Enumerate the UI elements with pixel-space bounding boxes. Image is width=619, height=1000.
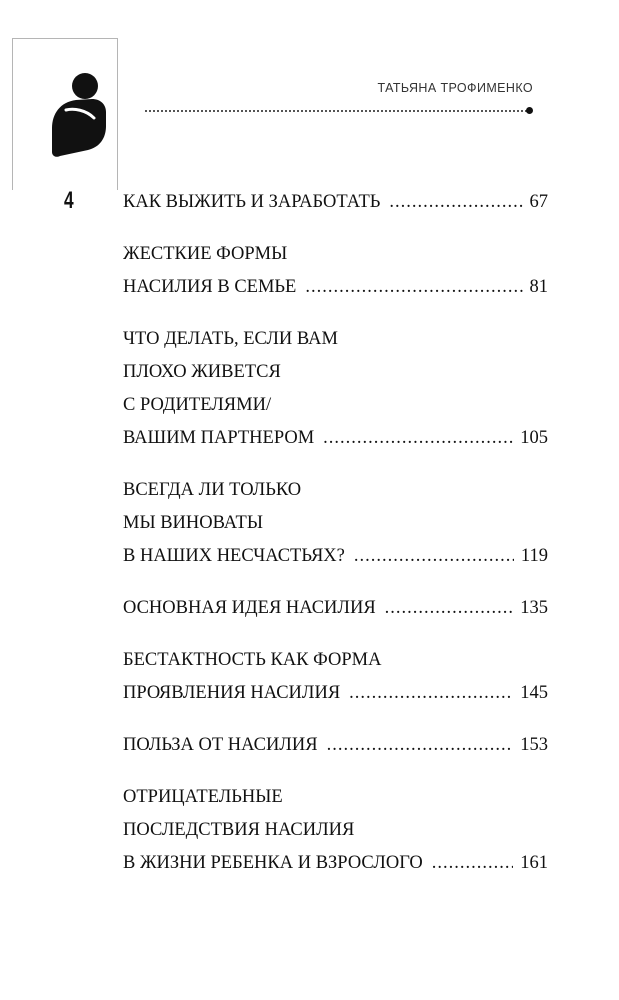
toc-page-number: 161 xyxy=(520,853,548,873)
toc-entry-title-line: БЕСТАКТНОСТЬ КАК ФОРМА xyxy=(123,650,382,670)
header-end-dot xyxy=(526,107,533,114)
sitting-person-icon xyxy=(46,72,110,160)
toc-entry-title-line: ПЛОХО ЖИВЕТСЯ xyxy=(123,362,281,382)
dot-leader xyxy=(385,592,514,625)
toc-page-number: 119 xyxy=(520,546,548,566)
toc-page-number: 145 xyxy=(520,683,548,703)
toc-entry-last-line xyxy=(123,677,548,710)
dot-leader xyxy=(354,540,514,573)
toc-entry-title-line: ВАШИМ ПАРТНЕРОМ xyxy=(123,428,315,448)
dot-leader xyxy=(349,677,513,710)
toc-page-number: 153 xyxy=(520,735,548,755)
toc-entry-last-line xyxy=(123,592,548,625)
toc-entry-title-line: ПОЛЬЗА ОТ НАСИЛИЯ xyxy=(123,735,318,755)
toc-entry-last-line xyxy=(123,186,548,219)
toc-entry-title-line: МЫ ВИНОВАТЫ xyxy=(123,513,263,533)
toc-entry-title-line: С РОДИТЕЛЯМИ/ xyxy=(123,395,272,415)
toc-entry-title-line: ОСНОВНАЯ ИДЕЯ НАСИЛИЯ xyxy=(123,598,376,618)
toc-entry-last-line xyxy=(123,540,548,573)
toc-entry-title-line: НАСИЛИЯ В СЕМЬЕ xyxy=(123,277,297,297)
toc-entry xyxy=(123,729,548,762)
toc-entry-title-line: КАК ВЫЖИТЬ И ЗАРАБОТАТЬ xyxy=(123,192,381,212)
toc-entry-title-line: ЖЕСТКИЕ ФОРМЫ xyxy=(123,244,288,264)
toc-page-number: 135 xyxy=(520,598,548,618)
toc-entry-title-line: ОТРИЦАТЕЛЬНЫЕ xyxy=(123,787,283,807)
page-number: 4 xyxy=(64,187,74,214)
toc-entry-last-line xyxy=(123,422,548,455)
running-head-author: ТАТЬЯНА ТРОФИМЕНКО xyxy=(377,81,533,95)
table-of-contents xyxy=(123,186,548,899)
toc-entry-title-line: В НАШИХ НЕСЧАСТЬЯХ? xyxy=(123,546,345,566)
header-dotted-rule xyxy=(145,110,527,112)
toc-page-number: 81 xyxy=(529,277,548,297)
toc-page-number: 105 xyxy=(520,428,548,448)
dot-leader xyxy=(432,847,513,880)
toc-entry xyxy=(123,474,548,573)
toc-entry-title-line: ПОСЛЕДСТВИЯ НАСИЛИЯ xyxy=(123,820,355,840)
toc-entry xyxy=(123,644,548,710)
toc-entry-title-line: ЧТО ДЕЛАТЬ, ЕСЛИ ВАМ xyxy=(123,329,338,349)
toc-entry-last-line xyxy=(123,729,548,762)
toc-entry-title-line: ПРОЯВЛЕНИЯ НАСИЛИЯ xyxy=(123,683,341,703)
dot-leader xyxy=(323,422,513,455)
dot-leader xyxy=(327,729,514,762)
toc-page-number: 67 xyxy=(529,192,548,212)
toc-entry xyxy=(123,238,548,304)
toc-entry-title-line: В ЖИЗНИ РЕБЕНКА И ВЗРОСЛОГО xyxy=(123,853,423,873)
toc-entry-last-line xyxy=(123,271,548,304)
dot-leader xyxy=(305,271,522,304)
toc-entry xyxy=(123,592,548,625)
toc-entry xyxy=(123,323,548,455)
toc-entry xyxy=(123,781,548,880)
dot-leader xyxy=(389,186,522,219)
toc-entry xyxy=(123,186,548,219)
toc-entry-last-line xyxy=(123,847,548,880)
toc-entry-title-line: ВСЕГДА ЛИ ТОЛЬКО xyxy=(123,480,302,500)
